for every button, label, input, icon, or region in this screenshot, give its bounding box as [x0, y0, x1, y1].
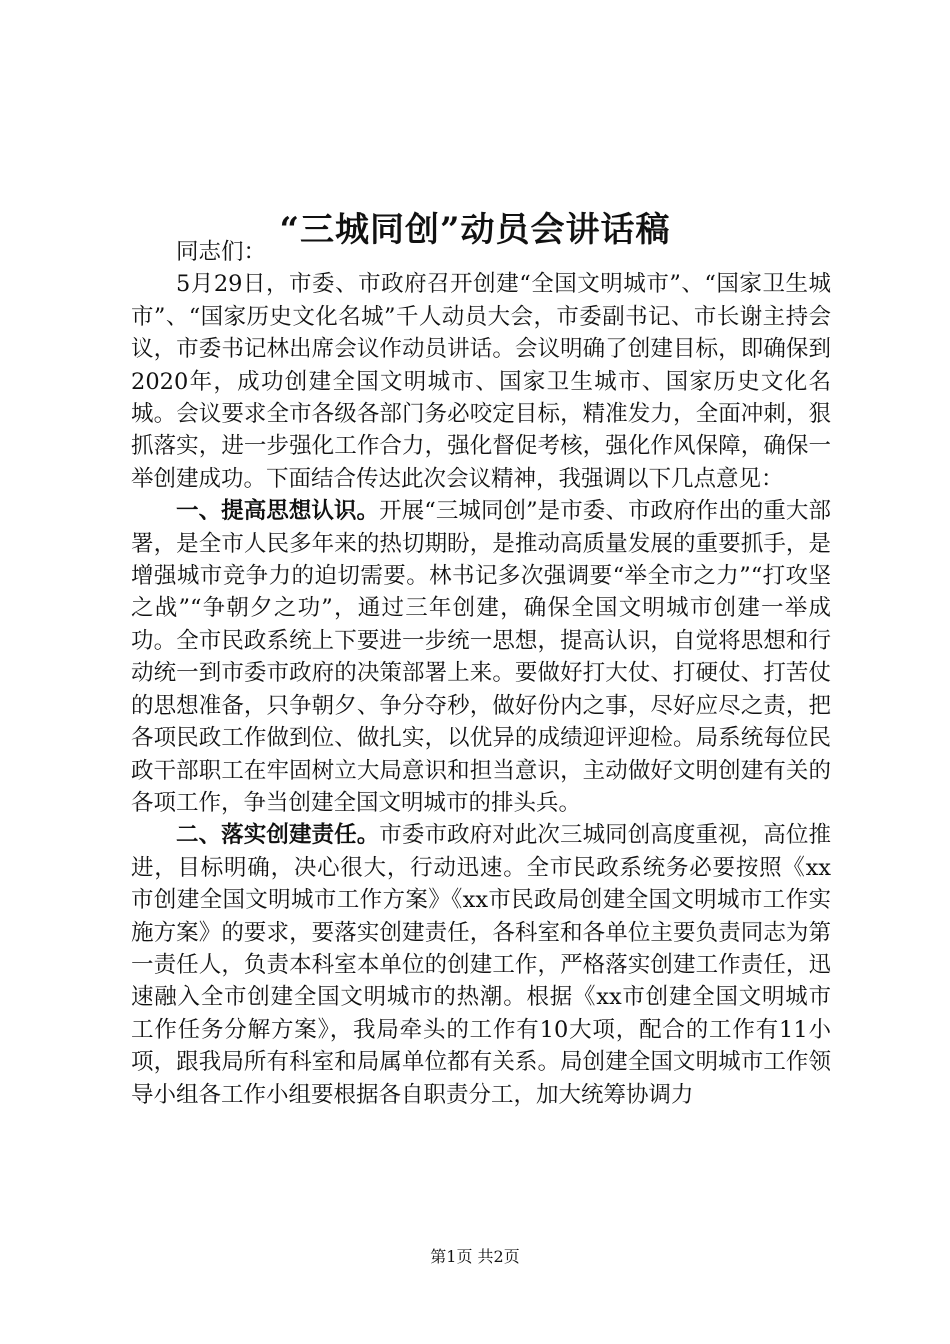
page-footer: 第1页 共2页 [430, 1247, 520, 1266]
paragraph-text: 5月29日，市委、市政府召开创建“全国文明城市”、“国家卫生城市”、“国家历史文化名城”千人动员大会，市委副书记、市长谢主持会议，市委书记林出席会议作动员讲话。会议明确了创建目标，即确保到2020年，成功创建全国文明城市、国家卫生城市、国家历史文化名城。会议要求全市各级各部门务必咬定目标，精准发力，全面冲刺，狠抓落实，进一步强化工作合力，强化督促考核，强化作风保障，确保一举创建成功。下面结合传达此次会议精神，我强调以下几点意见： [131, 271, 831, 492]
paragraph-intro [131, 268, 831, 495]
paragraph-section-2 [131, 819, 831, 1111]
salutation: 同志们： [176, 239, 267, 265]
paragraph-text: 开展“三城同创”是市委、市政府作出的重大部署，是全市人民多年来的热切期盼，是推动高质量发展的重要抓手，是增强城市竞争力的迫切需要。林书记多次强调要“举全市之力”“打攻坚之战”“争朝夕之功”，通过三年创建，确保全国文明城市创建一举成功。全市民政系统上下要进一步统一思想，提高认识，自觉将思想和行动统一到市委市政府的决策部署上来。要做好打大仗、打硬仗、打苦仗的思想准备，只争朝夕、争分夺秒，做好份内之事，尽好应尽之责，把各项民政工作做到位、做扎实，以优异的成绩迎评迎检。局系统每位民政干部职工在牢固树立大局意识和担当意识，主动做好文明创建有关的各项工作，争当创建全国文明城市的排头兵。 [131, 498, 831, 816]
document-body [131, 236, 831, 1111]
page-title: “三城同创”动员会讲话稿 [279, 209, 671, 250]
section-heading: 二、落实创建责任。 [176, 822, 380, 849]
section-heading: 一、提高思想认识。 [176, 498, 380, 525]
paragraph-text: 市委市政府对此次三城同创高度重视，高位推进，目标明确，决心很大，行动迅速。全市民政系统务必要按照《xx市创建全国文明城市工作方案》《xx市民政局创建全国文明城市工作实施方案》的要求，要落实创建责任，各科室和各单位主要负责同志为第一责任人，负责本科室本单位的创建工作，严格落实创建工作责任，迅速融入全市创建全国文明城市的热潮。根据《xx市创建全国文明城市工作任务分解方案》，我局牵头的工作有10大项，配合的工作有11小项，跟我局所有科室和局属单位都有关系。局创建全国文明城市工作领导小组各工作小组要根据各自职责分工，加大统筹协调力 [131, 822, 831, 1108]
paragraph-section-1 [131, 495, 831, 819]
